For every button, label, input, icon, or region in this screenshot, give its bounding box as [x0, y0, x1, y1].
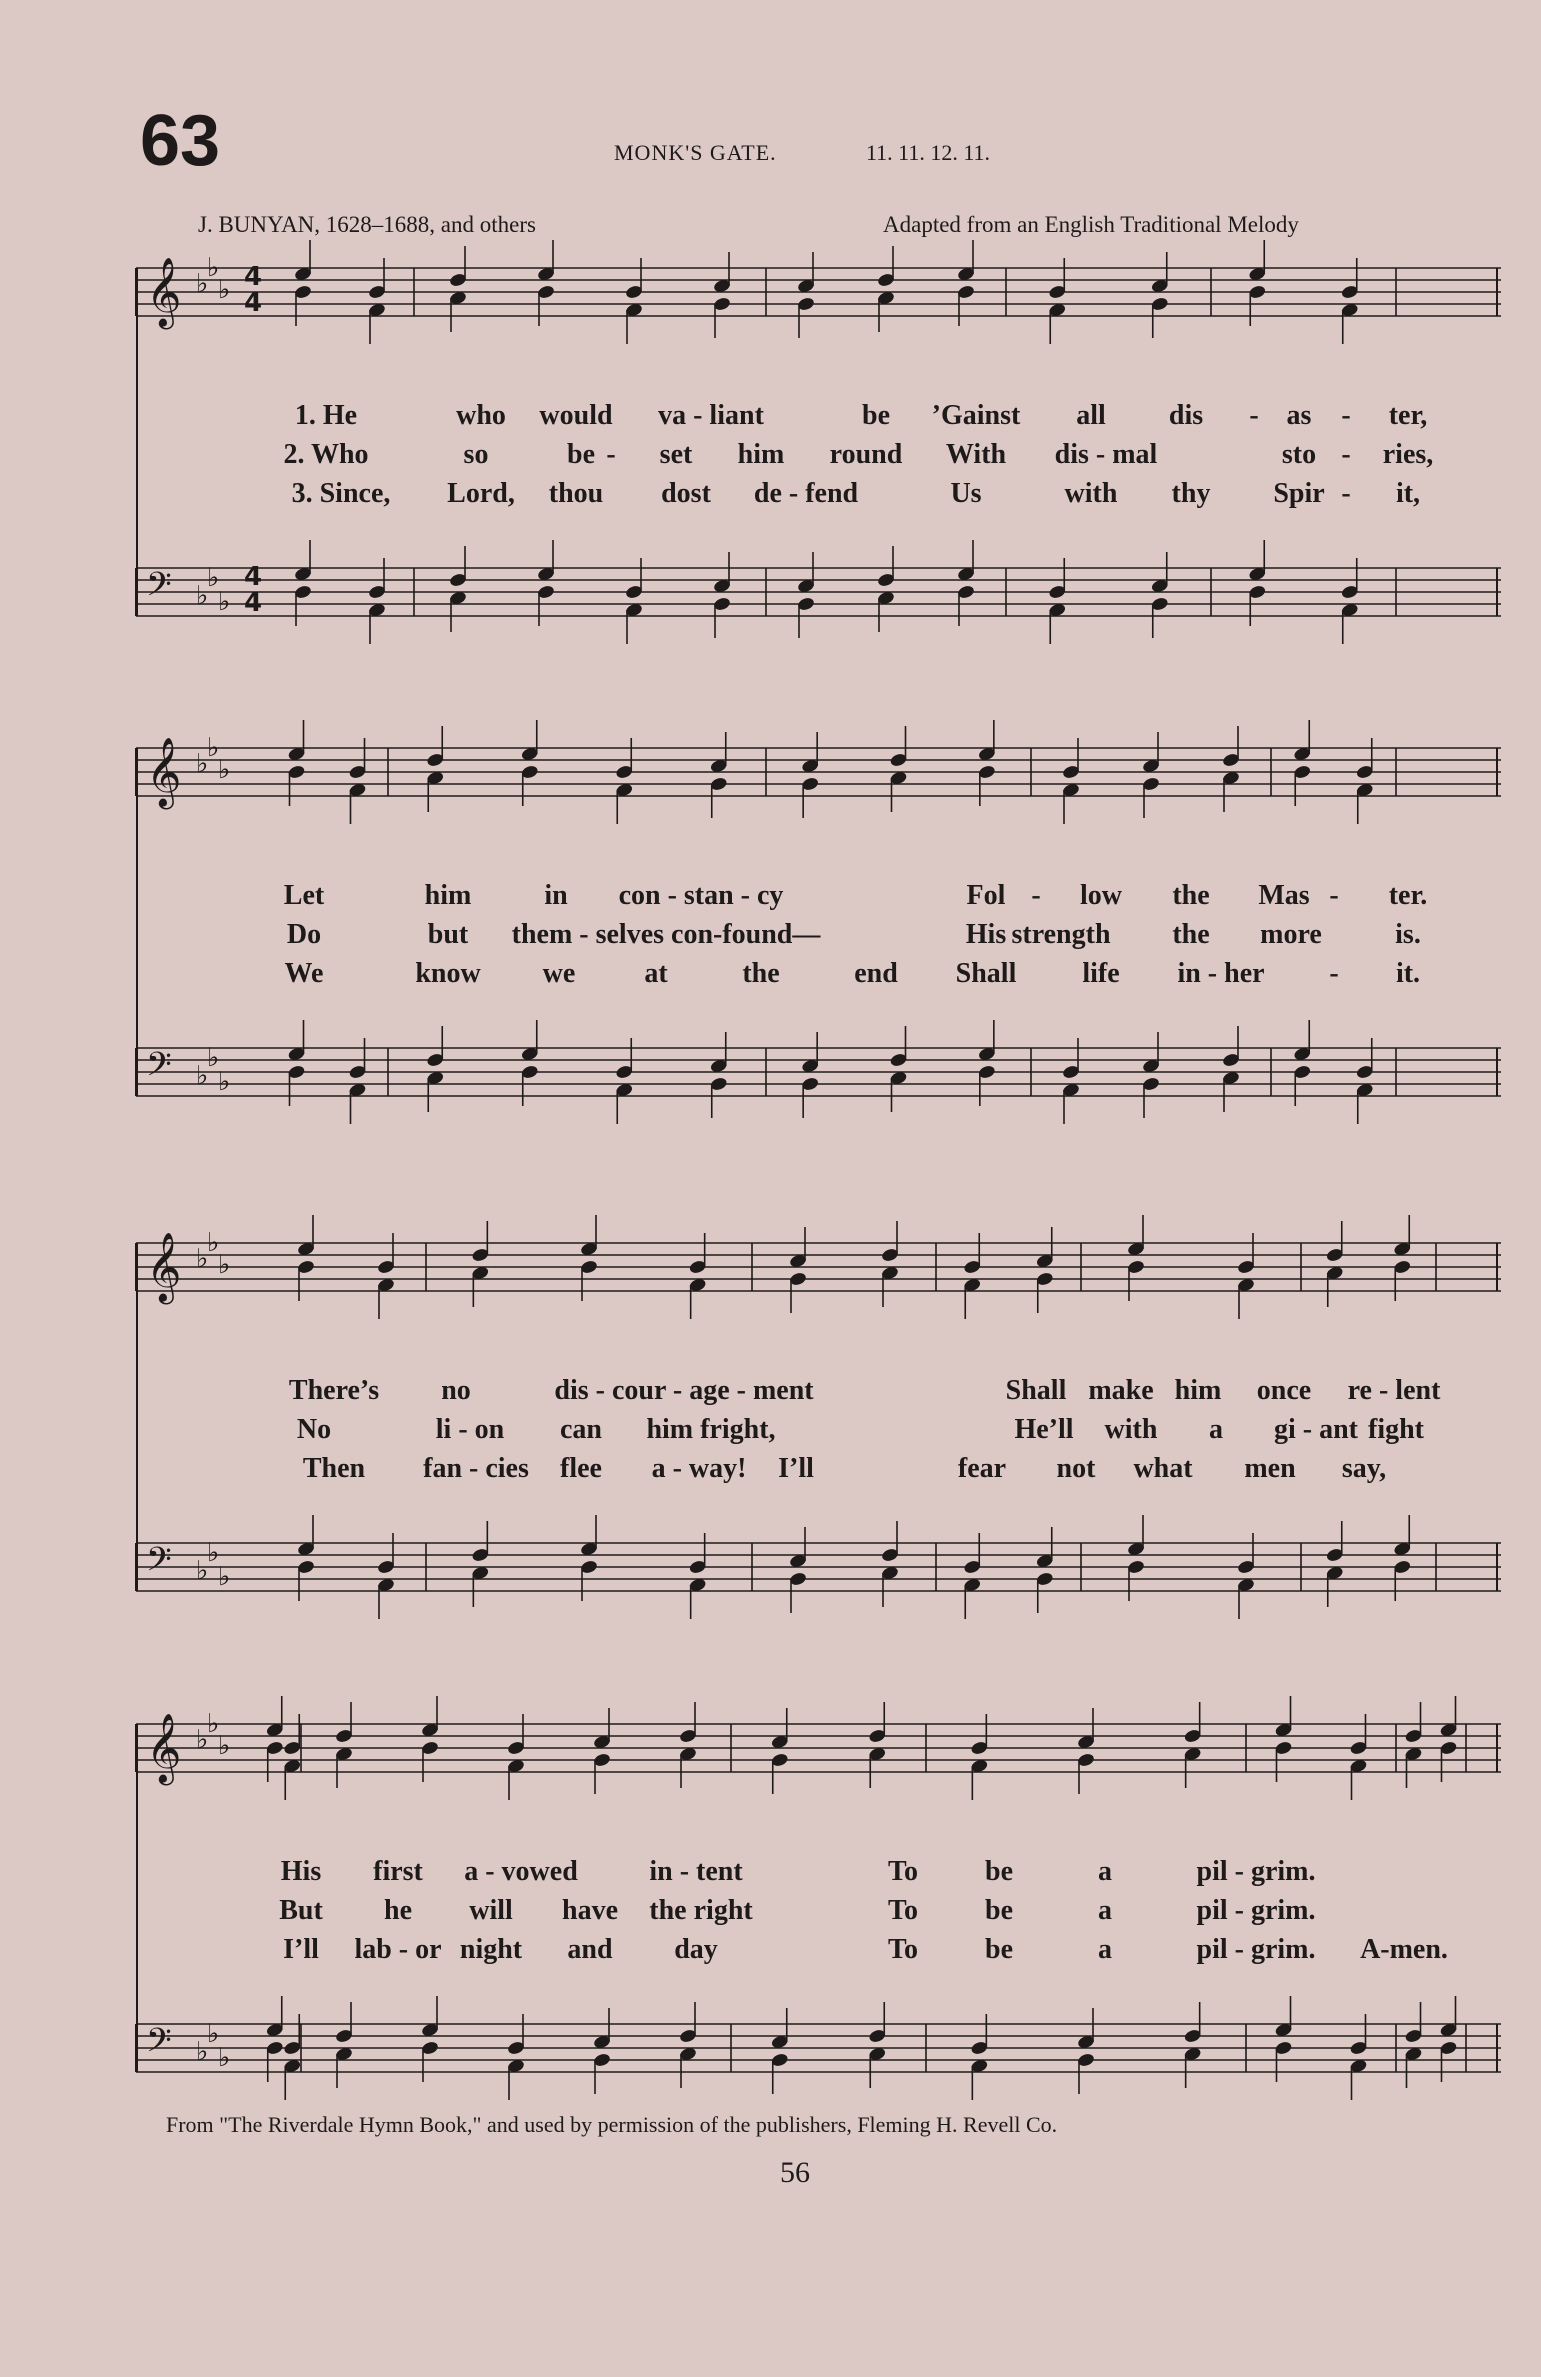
lyric-syllable: what — [1133, 1453, 1193, 1484]
lyric-syllable: Mas — [1258, 880, 1310, 911]
lyric-syllable: ries, — [1382, 439, 1434, 470]
music-system — [136, 1709, 1501, 2114]
lyric-syllable: lab - or — [354, 1934, 442, 1965]
lyric-syllable: the — [1172, 919, 1210, 950]
lyric-syllable: thy — [1171, 478, 1211, 509]
lyric-syllable: - — [1341, 439, 1351, 470]
lyric-syllable: be — [862, 400, 890, 431]
lyric-syllable: the right — [649, 1895, 753, 1926]
lyric-syllable: His — [280, 1856, 322, 1887]
lyric-syllable: and — [567, 1934, 613, 1965]
flat-icon: ♭ — [218, 1731, 231, 1761]
lyric-syllable: li - on — [435, 1414, 505, 1445]
lyric-syllable: - — [1341, 400, 1351, 431]
lyric-line-verse-2 — [136, 1414, 1501, 1450]
flat-icon: ♭ — [218, 1250, 231, 1280]
lyric-line-verse-2 — [136, 919, 1501, 955]
lyric-syllable: as — [1286, 400, 1312, 431]
lyric-syllable: I’ll — [778, 1453, 814, 1484]
treble-staff — [136, 733, 1501, 808]
lyric-syllable: a — [1098, 1895, 1112, 1926]
tune-name: MONK'S GATE. — [614, 140, 777, 165]
flat-icon: ♭ — [196, 581, 209, 611]
lyric-syllable: - — [1329, 958, 1339, 989]
flat-icon: ♭ — [207, 1228, 220, 1258]
lyric-syllable: he — [384, 1895, 412, 1926]
lyric-syllable: a - way! — [651, 1453, 747, 1484]
lyric-syllable: at — [644, 958, 668, 989]
lyric-syllable: Do — [286, 919, 322, 950]
flat-icon: ♭ — [218, 1067, 231, 1097]
lyric-line-verse-2 — [136, 1895, 1501, 1931]
lyric-syllable: ’Gainst — [931, 400, 1021, 431]
footer-credit: From "The Riverdale Hymn Book," and used by permission of the publishers, Fleming H. Revell Co. — [166, 2112, 1058, 2137]
lyric-syllable: will — [469, 1895, 513, 1926]
lyric-syllable: a — [1209, 1414, 1223, 1445]
author-credit: J. BUNYAN, 1628–1688, and others — [198, 212, 536, 237]
music-system — [136, 253, 1501, 658]
lyric-syllable: it, — [1395, 478, 1421, 509]
lyric-syllable: He’ll — [1014, 1414, 1074, 1445]
lyric-syllable: be — [985, 1934, 1013, 1965]
flat-icon: ♭ — [218, 587, 231, 617]
lyric-line-verse-3 — [136, 478, 1501, 514]
lyric-line-verse-3 — [136, 1453, 1501, 1489]
lyric-syllable: dis - mal — [1054, 439, 1158, 470]
page-number: 56 — [780, 2156, 810, 2189]
lyric-syllable: Then — [302, 1453, 366, 1484]
lyric-line-verse-2 — [136, 439, 1501, 475]
lyric-syllable: With — [945, 439, 1007, 470]
lyric-syllable: him — [737, 439, 785, 470]
lyric-syllable: the — [1172, 880, 1210, 911]
lyric-syllable: Lord, — [447, 478, 515, 509]
lyric-syllable: strength — [1011, 919, 1111, 950]
bass-clef-icon: 𝄢 — [146, 1046, 172, 1092]
lyric-syllable: be — [985, 1856, 1013, 1887]
lyric-syllable: sto — [1281, 439, 1317, 470]
lyric-syllable: would — [539, 400, 613, 431]
lyric-syllable: pil - grim. — [1196, 1856, 1316, 1887]
lyric-syllable: a — [1098, 1934, 1112, 1965]
lyric-syllable: with — [1064, 478, 1118, 509]
lyric-syllable: We — [284, 958, 324, 989]
lyric-syllable: Spir — [1273, 478, 1325, 509]
lyric-syllable: va - liant — [658, 400, 764, 431]
lyric-syllable: be — [985, 1895, 1013, 1926]
lyric-line-verse-3 — [136, 1934, 1501, 1970]
music-system — [136, 1228, 1501, 1633]
lyric-syllable: To — [887, 1895, 919, 1926]
bass-staff — [136, 1043, 1501, 1108]
lyric-syllable: can — [560, 1414, 602, 1445]
bass-clef-icon: 𝄢 — [146, 566, 172, 612]
lyric-syllable: a — [1098, 1856, 1112, 1887]
bass-staff — [136, 563, 1501, 628]
lyric-syllable: be — [567, 439, 595, 470]
flat-icon: ♭ — [207, 253, 220, 283]
lyric-syllable: con - stan - cy — [618, 880, 784, 911]
bass-clef-icon: 𝄢 — [146, 2022, 172, 2068]
flat-icon: ♭ — [196, 749, 209, 779]
flat-icon: ♭ — [218, 755, 231, 785]
lyric-syllable: who — [456, 400, 506, 431]
lyric-syllable: There’s — [288, 1375, 380, 1406]
lyric-syllable: say, — [1341, 1453, 1387, 1484]
lyric-syllable: have — [562, 1895, 618, 1926]
treble-staff — [136, 253, 1501, 328]
lyric-syllable: 2. Who — [283, 439, 369, 470]
lyric-syllable: But — [279, 1895, 323, 1926]
lyric-syllable: Us — [950, 478, 982, 509]
lyric-line-verse-3 — [136, 958, 1501, 994]
flat-icon: ♭ — [218, 1562, 231, 1592]
lyric-syllable: dis - cour - age - ment — [554, 1375, 814, 1406]
bass-clef-icon: 𝄢 — [146, 1541, 172, 1587]
lyric-syllable: no — [441, 1375, 471, 1406]
lyric-syllable: - — [1329, 880, 1339, 911]
treble-staff — [136, 1709, 1501, 1784]
lyric-syllable: 3. Since, — [291, 478, 391, 509]
lyric-line-verse-1 — [136, 400, 1501, 436]
lyric-syllable: fear — [957, 1453, 1007, 1484]
lyric-syllable: ter. — [1388, 880, 1428, 911]
lyric-syllable: - — [1031, 880, 1041, 911]
lyric-syllable: day — [674, 1934, 718, 1965]
lyric-syllable: know — [415, 958, 481, 989]
lyric-syllable: first — [373, 1856, 423, 1887]
time-signature: 4 4 — [244, 262, 263, 318]
lyric-syllable: not — [1056, 1453, 1096, 1484]
lyric-syllable: A-men. — [1360, 1934, 1448, 1965]
lyric-syllable: once — [1256, 1375, 1312, 1406]
lyric-syllable: him fright, — [646, 1414, 776, 1445]
lyric-syllable: all — [1076, 400, 1106, 431]
lyric-syllable: Fol — [966, 880, 1006, 911]
lyric-syllable: but — [427, 919, 469, 950]
lyric-syllable: it. — [1395, 958, 1421, 989]
lyric-syllable: the — [742, 958, 780, 989]
lyric-syllable: His — [965, 919, 1007, 950]
lyric-syllable: pil - grim. — [1196, 1934, 1316, 1965]
lyric-syllable: so — [463, 439, 489, 470]
treble-clef-icon: 𝄞 — [146, 737, 182, 807]
lyric-syllable: him — [1174, 1375, 1222, 1406]
bass-staff — [136, 1538, 1501, 1603]
lyric-syllable: thou — [548, 478, 604, 509]
lyric-syllable: with — [1104, 1414, 1158, 1445]
flat-icon: ♭ — [207, 2019, 220, 2049]
melody-source: Adapted from an English Traditional Melody — [883, 212, 1299, 237]
lyric-syllable: To — [887, 1934, 919, 1965]
lyric-syllable: - — [1249, 400, 1259, 431]
lyric-syllable: To — [887, 1856, 919, 1887]
flat-icon: ♭ — [207, 1043, 220, 1073]
lyric-syllable: dis — [1168, 400, 1204, 431]
lyric-syllable: - — [1341, 478, 1351, 509]
lyric-syllable: ter, — [1388, 400, 1428, 431]
lyric-syllable: fan - cies — [423, 1453, 529, 1484]
lyric-syllable: is. — [1395, 919, 1421, 950]
lyric-syllable: set — [659, 439, 693, 470]
lyric-line-verse-1 — [136, 880, 1501, 916]
lyric-syllable: them - selves con-found— — [511, 919, 821, 950]
lyric-syllable: No — [296, 1414, 332, 1445]
lyric-line-verse-1 — [136, 1856, 1501, 1892]
meter: 11. 11. 12. 11. — [866, 140, 991, 165]
lyric-syllable: more — [1260, 919, 1322, 950]
lyric-syllable: Let — [283, 880, 325, 911]
flat-icon: ♭ — [207, 563, 220, 593]
flat-icon: ♭ — [218, 2043, 231, 2073]
lyric-syllable: Shall — [1005, 1375, 1067, 1406]
lyric-syllable: him — [424, 880, 472, 911]
treble-clef-icon: 𝄞 — [146, 1232, 182, 1302]
flat-icon: ♭ — [196, 1244, 209, 1274]
lyric-syllable: gi - ant — [1274, 1414, 1358, 1445]
treble-clef-icon: 𝄞 — [146, 257, 182, 327]
lyric-syllable: dost — [661, 478, 711, 509]
lyric-syllable: - — [606, 439, 616, 470]
lyric-syllable: end — [854, 958, 898, 989]
lyric-syllable: round — [829, 439, 903, 470]
bass-staff — [136, 2019, 1501, 2084]
lyric-syllable: 1. He — [294, 400, 358, 431]
time-signature: 4 4 — [244, 562, 263, 618]
lyric-syllable: flee — [560, 1453, 602, 1484]
lyric-syllable: in - her — [1177, 958, 1265, 989]
music-system — [136, 733, 1501, 1138]
flat-icon: ♭ — [196, 1556, 209, 1586]
flat-icon: ♭ — [218, 275, 231, 305]
flat-icon: ♭ — [196, 1725, 209, 1755]
flat-icon: ♭ — [196, 2037, 209, 2067]
lyric-syllable: we — [542, 958, 576, 989]
flat-icon: ♭ — [207, 1538, 220, 1568]
hymn-number: 63 — [140, 101, 221, 181]
lyric-syllable: low — [1080, 880, 1122, 911]
lyric-syllable: make — [1088, 1375, 1154, 1406]
lyric-syllable: men — [1244, 1453, 1296, 1484]
lyric-syllable: pil - grim. — [1196, 1895, 1316, 1926]
treble-staff — [136, 1228, 1501, 1303]
lyric-syllable: night — [459, 1934, 523, 1965]
lyric-syllable: in — [544, 880, 568, 911]
lyric-syllable: a - vowed — [464, 1856, 578, 1887]
flat-icon: ♭ — [207, 733, 220, 763]
lyric-syllable: Shall — [955, 958, 1017, 989]
flat-icon: ♭ — [207, 1709, 220, 1739]
lyric-line-verse-1 — [136, 1375, 1501, 1411]
lyric-syllable: in - tent — [649, 1856, 743, 1887]
flat-icon: ♭ — [196, 269, 209, 299]
lyric-syllable: life — [1082, 958, 1120, 989]
flat-icon: ♭ — [196, 1061, 209, 1091]
lyric-syllable: re - lent — [1347, 1375, 1441, 1406]
lyric-syllable: de - fend — [753, 478, 859, 509]
lyric-syllable: fight — [1368, 1414, 1424, 1445]
lyric-syllable: I’ll — [283, 1934, 319, 1965]
treble-clef-icon: 𝄞 — [146, 1713, 182, 1783]
